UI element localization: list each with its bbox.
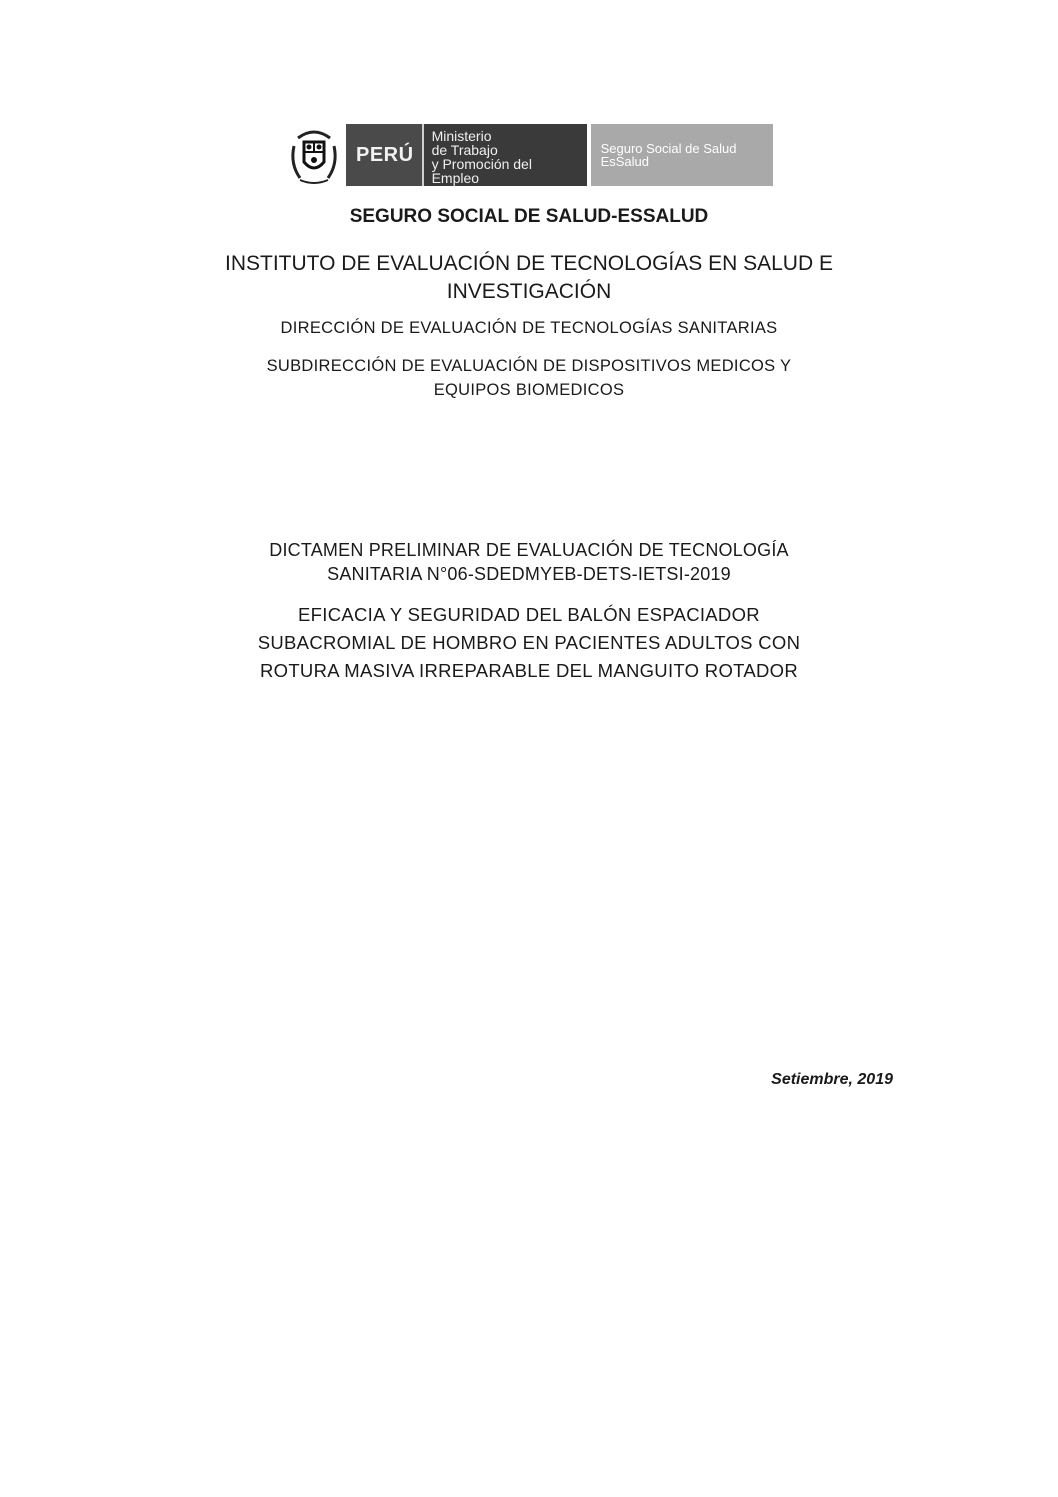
report-date: Setiembre, 2019 [771, 1071, 893, 1088]
ministry-logo-label [422, 124, 587, 186]
subdirection-line: SUBDIRECCIÓN DE EVALUACIÓN DE DISPOSITIVOS MEDICOS Y [266, 357, 792, 375]
essalud-line: Seguro Social de Salud [600, 141, 737, 156]
essalud-line: EsSalud [600, 154, 649, 169]
report-title-line: ROTURA MASIVA IRREPARABLE DEL MANGUITO ROTADOR [259, 660, 799, 681]
subdirection-line: EQUIPOS BIOMEDICOS [433, 381, 625, 399]
subdirection-name [0, 354, 1058, 402]
peru-logo-label: PERÚ [346, 124, 422, 186]
institute-line: INSTITUTO DE EVALUACIÓN DE TECNOLOGÍAS EN SALUD E [225, 252, 833, 275]
report-title-line: EFICACIA Y SEGURIDAD DEL BALÓN ESPACIADOR [298, 604, 760, 625]
institute-line: INVESTIGACIÓN [446, 280, 612, 303]
peru-coat-of-arms-icon [288, 124, 340, 186]
direction-name: DIRECCIÓN DE EVALUACIÓN DE TECNOLOGÍAS SANITARIAS [280, 319, 778, 337]
dictamen-line: SANITARIA N°06-SDEDMYEB-DETS-IETSI-2019 [327, 564, 731, 584]
ministry-line: y Promoción del Empleo [431, 156, 532, 186]
header-logo-bar [288, 124, 773, 186]
report-title [0, 601, 1058, 685]
report-title-line: SUBACROMIAL DE HOMBRO EN PACIENTES ADULTOS CON [257, 632, 801, 653]
dictamen-line: DICTAMEN PRELIMINAR DE EVALUACIÓN DE TECNOLOGÍA [269, 540, 789, 560]
ministry-line: Ministerio [431, 128, 492, 144]
ministry-line: de Trabajo [431, 142, 498, 158]
institution-name: SEGURO SOCIAL DE SALUD-ESSALUD [349, 206, 709, 227]
essalud-logo-label [591, 124, 773, 186]
dictamen-title [0, 538, 1058, 586]
institute-name [0, 250, 1058, 306]
